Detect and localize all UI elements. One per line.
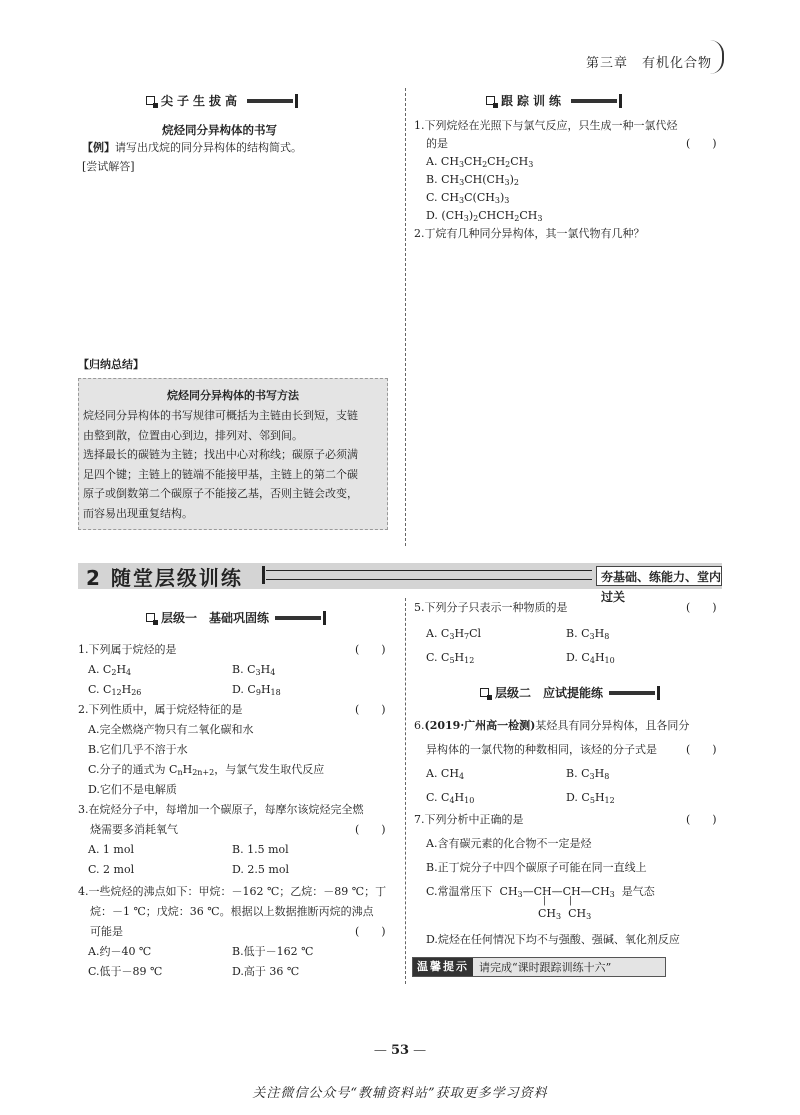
- option-b: B. $CH_3CH(CH_3)_2$: [426, 173, 519, 187]
- section-title: 层级一 基础巩固练: [161, 611, 270, 625]
- option-c: C.常温常压下 $CH_3—CH—CH—CH_3$ 是气态: [426, 885, 655, 899]
- page-number: — 53 —: [373, 1043, 427, 1058]
- example-label: 【例】: [82, 141, 115, 154]
- option-c: C.分子的通式为 $C_nH_{2n+2}$，与氯气发生取代反应: [88, 763, 325, 777]
- square-bullet-icon: [146, 96, 155, 105]
- summary-label: 【归纳总结】: [78, 358, 144, 371]
- option-a: A. $CH_4$: [426, 767, 465, 781]
- header-end-decoration: [295, 94, 298, 108]
- footer-note: 关注微信公众号“教辅资料站”获取更多学习资料: [252, 1086, 548, 1101]
- question-2-text: 2.丁烷有几种同分异构体，其一氯代物有几种？: [414, 227, 645, 240]
- question-4-text-cont: 烷：－1 ℃；戊烷：36 ℃。根据以上数据推断丙烷的沸点: [90, 905, 374, 918]
- option-b: B.它们几乎不溶于水: [88, 743, 188, 756]
- square-bullet-icon: [486, 96, 495, 105]
- header-bar-decoration: [609, 691, 655, 695]
- summary-box: [78, 378, 388, 530]
- square-bullet-icon: [480, 688, 489, 697]
- question-4-text-cont: 可能是: [90, 925, 123, 938]
- option-b: B.低于－162 ℃: [232, 945, 314, 958]
- option-a: A. $C_2H_4$: [88, 663, 132, 677]
- answer-paren: ( ): [355, 703, 386, 716]
- question-3-text-cont: 烧需要多消耗氧气: [90, 823, 178, 836]
- header-bar-decoration: [247, 99, 293, 103]
- banner-title: 2 随堂层级训练: [86, 566, 243, 590]
- substituents: $CH_3$ $CH_3$: [538, 907, 592, 921]
- answer-paren: ( ): [686, 601, 717, 614]
- option-c: C. 2 mol: [88, 863, 135, 876]
- chapter-header: 第三章 有机化合物: [585, 56, 712, 71]
- answer-paren: ( ): [355, 925, 386, 938]
- section-banner: [78, 563, 722, 604]
- option-d: D.它们不是电解质: [88, 783, 177, 796]
- header-bar-decoration: [275, 616, 321, 620]
- option-b: B. $C_3H_8$: [566, 627, 610, 641]
- answer-paren: ( ): [355, 643, 386, 656]
- option-b: B.正丁烷分子中四个碳原子可能在同一直线上: [426, 861, 647, 874]
- header-end-decoration: [619, 94, 622, 108]
- summary-line: 烷烃同分异构体的书写规律可概括为主链由长到短，支链: [83, 409, 358, 422]
- option-d: D. $C_4H_{10}$: [566, 651, 615, 665]
- option-a: A.约－40 ℃: [88, 945, 152, 958]
- option-a: A.含有碳元素的化合物不一定是烃: [426, 837, 592, 850]
- option-d: D. $C_5H_{12}$: [566, 791, 615, 805]
- option-c-text: C.常温常压下: [426, 885, 493, 898]
- column-divider: [405, 88, 406, 546]
- option-c: C. $C_{12}H_{26}$: [88, 683, 142, 697]
- question-1-text: 1.下列烷烃在光照下与氯气反应，只生成一种一氯代烃: [414, 119, 678, 132]
- banner-rule-end: [262, 566, 265, 584]
- question-1-text-cont: 的是: [426, 137, 448, 150]
- option-a: A.完全燃烧产物只有二氧化碳和水: [88, 723, 254, 736]
- section-title: 跟踪训练: [501, 94, 566, 108]
- square-bullet-icon: [146, 613, 155, 622]
- banner-rule: [266, 570, 592, 580]
- question-number: 6.: [414, 719, 425, 732]
- header-end-decoration: [657, 686, 660, 700]
- question-2-text: 2.下列性质中，属于烷烃特征的是: [78, 703, 243, 716]
- question-source: (2019·广州高一检测): [424, 719, 536, 732]
- option-c: C. $C_4H_{10}$: [426, 791, 475, 805]
- section-header-level1: [146, 609, 326, 626]
- question-6-rest: 某烃具有同分异构体，且各同分: [535, 719, 690, 732]
- answer-paren: ( ): [686, 813, 717, 826]
- section-header-level2: [480, 684, 660, 701]
- question-3-text: 3.在烷烃分子中，每增加一个碳原子，每摩尔该烷烃完全燃: [78, 803, 364, 816]
- try-answer-label: [尝试解答]: [82, 160, 135, 173]
- question-6-text-cont: 异构体的一氯代物的种数相同，该烃的分子式是: [426, 743, 657, 756]
- summary-line: 而容易出现重复结构。: [83, 506, 193, 520]
- summary-title: 烷烃同分异构体的书写方法: [167, 389, 299, 402]
- header-bar-decoration: [571, 99, 617, 103]
- tip-label: 温馨提示: [413, 958, 473, 976]
- header-end-decoration: [323, 611, 326, 625]
- option-c: C. $CH_3C(CH_3)_3$: [426, 191, 510, 205]
- answer-paren: ( ): [686, 137, 717, 150]
- option-a: A. $CH_3CH_2CH_2CH_3$: [426, 155, 534, 169]
- question-7-text: 7.下列分析中正确的是: [414, 813, 524, 826]
- example-text: 请写出戊烷的同分异构体的结构简式。: [115, 141, 302, 154]
- option-d: D. 2.5 mol: [232, 863, 289, 876]
- option-d: D.烷烃在任何情况下均不与强酸、强碱、氧化剂反应: [426, 933, 680, 946]
- column-divider: [405, 598, 406, 984]
- question-1-text: 1.下列属于烷烃的是: [78, 643, 177, 656]
- tip-text: 请完成“课时跟踪训练十六”: [479, 961, 612, 974]
- answer-paren: ( ): [686, 743, 717, 756]
- option-a: A. 1 mol: [88, 843, 135, 856]
- option-b: B. $C_3H_4$: [232, 663, 276, 677]
- question-5-text: 5.下列分子只表示一种物质的是: [414, 601, 568, 614]
- section-title: 层级二 应试提能练: [495, 686, 604, 700]
- page-curl-decoration: [710, 40, 724, 74]
- summary-line: 原子或倒数第二个碳原子不能接乙基，否则主链会改变，: [83, 487, 358, 500]
- section-title: 尖子生拔高: [161, 94, 242, 108]
- option-d: D. $C_9H_{18}$: [232, 683, 281, 697]
- question-6-text: [414, 716, 689, 735]
- section-header-top-students: [146, 92, 298, 109]
- option-c: C. $C_5H_{12}$: [426, 651, 475, 665]
- option-c: C.低于－89 ℃: [88, 965, 163, 978]
- page-number-value: 53: [390, 1043, 410, 1058]
- example-line: [82, 138, 302, 157]
- option-d: D.高于 36 ℃: [232, 965, 300, 978]
- banner-subtitle: 夯基础、练能力、堂内过关: [596, 566, 722, 586]
- answer-paren: ( ): [355, 823, 386, 836]
- question-4-text: 4.一些烷烃的沸点如下：甲烷：－162 ℃；乙烷：－89 ℃；丁: [78, 885, 387, 898]
- bond-lines: | |: [543, 896, 572, 906]
- option-a: A. $C_3H_7Cl$: [426, 627, 482, 641]
- option-d: D. $(CH_3)_2CHCH_2CH_3$: [426, 209, 543, 223]
- option-c-tail: 是气态: [621, 885, 655, 898]
- option-b: B. 1.5 mol: [232, 843, 289, 856]
- tip-box: [412, 957, 666, 977]
- topic-subtitle: 烷烃同分异构体的书写: [162, 123, 277, 137]
- summary-line: 选择最长的碳链为主链；找出中心对称线；碳原子必须满: [83, 448, 358, 461]
- option-b: B. $C_3H_8$: [566, 767, 610, 781]
- summary-line: 由整到散，位置由心到边，排列对、邻到间。: [83, 428, 303, 442]
- section-header-tracking: [486, 92, 622, 109]
- summary-line: 足四个键；主链上的链端不能接甲基，主链上的第二个碳: [83, 467, 358, 481]
